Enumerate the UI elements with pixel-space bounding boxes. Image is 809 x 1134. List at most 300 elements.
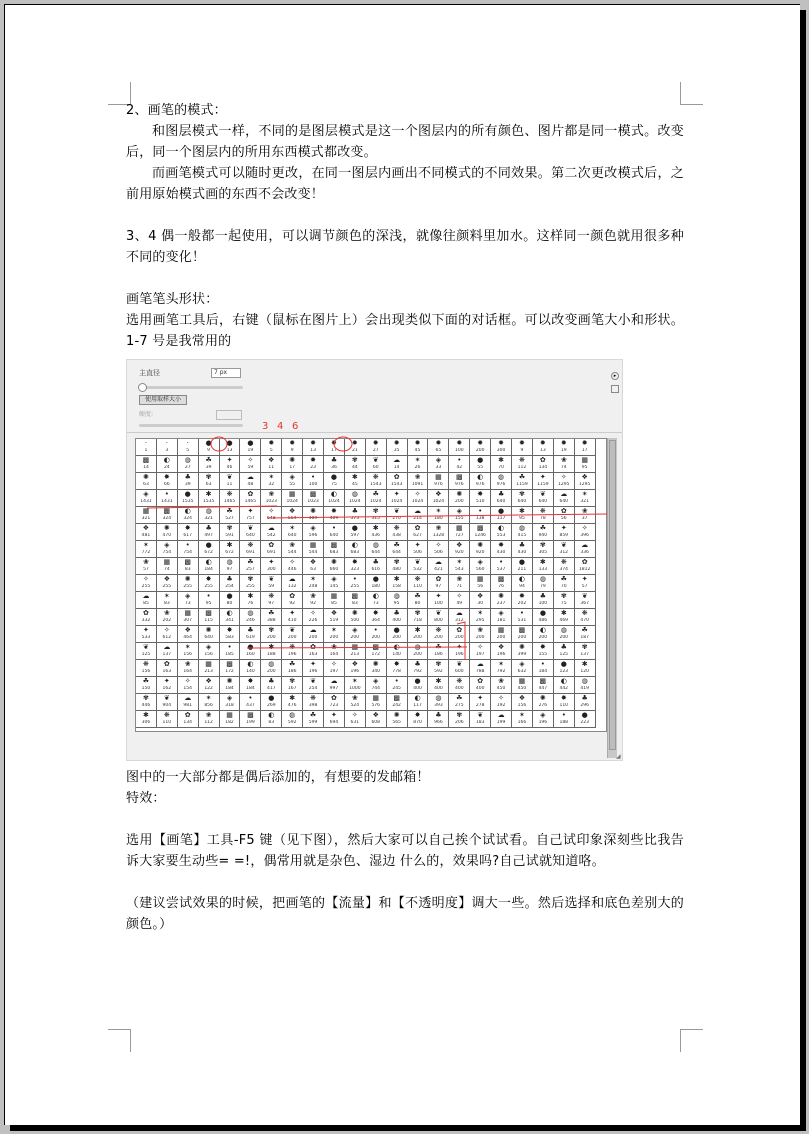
brush-preset-cell[interactable] — [199, 609, 220, 626]
brush-preset-cell[interactable] — [470, 439, 491, 456]
brush-preset-cell[interactable] — [240, 524, 261, 541]
brush-preset-cell[interactable] — [554, 677, 575, 694]
brush-preset-cell[interactable] — [282, 677, 303, 694]
brush-preset-cell[interactable] — [220, 592, 241, 609]
brush-preset-cell[interactable] — [449, 660, 470, 677]
brush-preset-cell[interactable] — [470, 609, 491, 626]
brush-preset-cell[interactable] — [575, 643, 596, 660]
brush-preset-cell[interactable] — [428, 643, 449, 660]
brush-preset-cell[interactable] — [282, 575, 303, 592]
brush-preset-cell[interactable] — [240, 626, 261, 643]
brush-preset-cell[interactable] — [345, 592, 366, 609]
brush-preset-cell[interactable] — [220, 439, 241, 456]
brush-preset-cell[interactable] — [282, 660, 303, 677]
brush-preset-cell[interactable] — [575, 575, 596, 592]
brush-preset-cell[interactable] — [470, 643, 491, 660]
brush-preset-cell[interactable] — [261, 507, 282, 524]
brush-preset-cell[interactable] — [366, 575, 387, 592]
brush-preset-cell[interactable] — [575, 626, 596, 643]
brush-preset-cell[interactable] — [157, 609, 178, 626]
brush-preset-cell[interactable] — [136, 473, 157, 490]
brush-preset-cell[interactable] — [491, 711, 512, 728]
brush-preset-cell[interactable] — [324, 541, 345, 558]
brush-preset-cell[interactable] — [408, 609, 429, 626]
brush-preset-cell[interactable] — [220, 711, 241, 728]
brush-preset-cell[interactable] — [449, 456, 470, 473]
brush-preset-cell[interactable] — [533, 490, 554, 507]
brush-preset-cell[interactable] — [554, 558, 575, 575]
brush-preset-cell[interactable] — [554, 490, 575, 507]
brush-preset-cell[interactable] — [366, 473, 387, 490]
brush-preset-cell[interactable] — [512, 524, 533, 541]
brush-preset-cell[interactable] — [324, 490, 345, 507]
brush-preset-cell[interactable] — [575, 541, 596, 558]
brush-preset-cell[interactable] — [512, 711, 533, 728]
brush-preset-cell[interactable] — [303, 490, 324, 507]
brush-preset-cell[interactable] — [178, 541, 199, 558]
scrollbar-thumb[interactable] — [609, 440, 616, 750]
brush-preset-cell[interactable] — [178, 575, 199, 592]
brush-preset-cell[interactable] — [261, 575, 282, 592]
brush-preset-cell[interactable] — [240, 643, 261, 660]
brush-preset-cell[interactable] — [324, 592, 345, 609]
brush-preset-cell[interactable] — [449, 541, 470, 558]
brush-preset-cell[interactable] — [157, 626, 178, 643]
brush-preset-cell[interactable] — [408, 439, 429, 456]
brush-preset-cell[interactable] — [240, 694, 261, 711]
brush-preset-cell[interactable] — [240, 677, 261, 694]
brush-preset-cell[interactable] — [470, 711, 491, 728]
brush-preset-cell[interactable] — [554, 473, 575, 490]
brush-preset-cell[interactable] — [345, 711, 366, 728]
brush-preset-cell[interactable] — [575, 660, 596, 677]
brush-preset-cell[interactable] — [428, 439, 449, 456]
brush-preset-cell[interactable] — [178, 558, 199, 575]
brush-preset-cell[interactable] — [157, 711, 178, 728]
brush-preset-cell[interactable] — [136, 575, 157, 592]
hardness-input[interactable] — [216, 410, 242, 420]
brush-preset-cell[interactable] — [533, 677, 554, 694]
brush-preset-cell[interactable] — [512, 507, 533, 524]
brush-preset-cell[interactable] — [491, 626, 512, 643]
brush-preset-cell[interactable] — [199, 490, 220, 507]
brush-preset-cell[interactable] — [387, 524, 408, 541]
brush-preset-cell[interactable] — [303, 694, 324, 711]
brush-preset-cell[interactable] — [575, 439, 596, 456]
brush-preset-cell[interactable] — [366, 660, 387, 677]
brush-preset-cell[interactable] — [512, 490, 533, 507]
brush-preset-cell[interactable] — [387, 473, 408, 490]
brush-preset-cell[interactable] — [491, 575, 512, 592]
resize-grip-icon[interactable]: ◢ — [616, 753, 621, 760]
brush-preset-cell[interactable] — [199, 592, 220, 609]
brush-preset-cell[interactable] — [324, 456, 345, 473]
brush-preset-cell[interactable] — [449, 439, 470, 456]
brush-preset-cell[interactable] — [575, 490, 596, 507]
brush-preset-cell[interactable] — [157, 660, 178, 677]
brush-preset-cell[interactable] — [449, 694, 470, 711]
brush-preset-cell[interactable] — [387, 456, 408, 473]
brush-preset-cell[interactable] — [470, 490, 491, 507]
brush-preset-cell[interactable] — [345, 677, 366, 694]
brush-preset-cell[interactable] — [512, 456, 533, 473]
brush-preset-cell[interactable] — [157, 490, 178, 507]
brush-preset-cell[interactable] — [282, 609, 303, 626]
brush-preset-cell[interactable] — [512, 643, 533, 660]
brush-preset-cell[interactable] — [512, 439, 533, 456]
brush-preset-cell[interactable] — [533, 592, 554, 609]
brush-preset-cell[interactable] — [199, 558, 220, 575]
brush-preset-cell[interactable] — [554, 439, 575, 456]
brush-preset-cell[interactable] — [178, 711, 199, 728]
brush-preset-cell[interactable] — [303, 473, 324, 490]
brush-preset-cell[interactable] — [157, 575, 178, 592]
brush-preset-cell[interactable] — [261, 558, 282, 575]
brush-preset-cell[interactable] — [387, 711, 408, 728]
brush-preset-cell[interactable] — [199, 694, 220, 711]
brush-preset-cell[interactable] — [157, 439, 178, 456]
brush-preset-cell[interactable] — [178, 660, 199, 677]
brush-preset-cell[interactable] — [345, 524, 366, 541]
brush-preset-cell[interactable] — [554, 524, 575, 541]
brush-preset-cell[interactable] — [366, 490, 387, 507]
brush-preset-cell[interactable] — [345, 473, 366, 490]
brush-preset-cell[interactable] — [178, 677, 199, 694]
brush-preset-cell[interactable] — [220, 626, 241, 643]
brush-preset-cell[interactable] — [575, 694, 596, 711]
brush-preset-cell[interactable] — [240, 456, 261, 473]
brush-preset-cell[interactable] — [491, 558, 512, 575]
brush-preset-cell[interactable] — [575, 711, 596, 728]
brush-preset-cell[interactable] — [136, 677, 157, 694]
brush-preset-cell[interactable] — [408, 643, 429, 660]
brush-preset-cell[interactable] — [470, 558, 491, 575]
brush-preset-cell[interactable] — [428, 660, 449, 677]
brush-preset-cell[interactable] — [240, 558, 261, 575]
brush-preset-cell[interactable] — [324, 660, 345, 677]
brush-preset-cell[interactable] — [157, 473, 178, 490]
brush-preset-cell[interactable] — [240, 473, 261, 490]
brush-preset-cell[interactable] — [220, 660, 241, 677]
brush-preset-cell[interactable] — [470, 592, 491, 609]
brush-preset-cell[interactable] — [345, 694, 366, 711]
brush-preset-cell[interactable] — [282, 694, 303, 711]
brush-preset-cell[interactable] — [387, 439, 408, 456]
brush-preset-cell[interactable] — [366, 694, 387, 711]
brush-preset-cell[interactable] — [491, 592, 512, 609]
brush-preset-cell[interactable] — [366, 541, 387, 558]
brush-preset-cell[interactable] — [366, 524, 387, 541]
brush-preset-cell[interactable] — [575, 473, 596, 490]
brush-preset-cell[interactable] — [575, 524, 596, 541]
brush-preset-cell[interactable] — [491, 524, 512, 541]
brush-preset-cell[interactable] — [428, 626, 449, 643]
brush-preset-cell[interactable] — [449, 524, 470, 541]
brush-preset-cell[interactable] — [533, 473, 554, 490]
brush-preset-cell[interactable] — [303, 711, 324, 728]
brush-preset-cell[interactable] — [554, 694, 575, 711]
brush-preset-cell[interactable] — [178, 490, 199, 507]
brush-preset-cell[interactable] — [178, 524, 199, 541]
brush-preset-cell[interactable] — [261, 660, 282, 677]
brush-preset-cell[interactable] — [554, 711, 575, 728]
brush-preset-cell[interactable] — [136, 507, 157, 524]
brush-preset-cell[interactable] — [324, 473, 345, 490]
brush-preset-cell[interactable] — [324, 626, 345, 643]
brush-preset-cell[interactable] — [199, 456, 220, 473]
brush-preset-cell[interactable] — [303, 541, 324, 558]
brush-preset-cell[interactable] — [220, 694, 241, 711]
brush-preset-cell[interactable] — [220, 507, 241, 524]
brush-preset-cell[interactable] — [282, 456, 303, 473]
brush-preset-cell[interactable] — [199, 626, 220, 643]
brush-preset-cell[interactable] — [282, 439, 303, 456]
brush-preset-cell[interactable] — [199, 439, 220, 456]
brush-preset-cell[interactable] — [282, 541, 303, 558]
brush-preset-cell[interactable] — [449, 592, 470, 609]
brush-preset-cell[interactable] — [575, 507, 596, 524]
brush-preset-cell[interactable] — [220, 473, 241, 490]
brush-preset-cell[interactable] — [554, 592, 575, 609]
brush-preset-cell[interactable] — [199, 677, 220, 694]
brush-preset-cell[interactable] — [387, 541, 408, 558]
brush-preset-cell[interactable] — [303, 660, 324, 677]
brush-preset-cell[interactable] — [303, 677, 324, 694]
brush-preset-cell[interactable] — [428, 711, 449, 728]
brush-preset-cell[interactable] — [408, 660, 429, 677]
brush-preset-cell[interactable] — [199, 541, 220, 558]
brush-preset-cell[interactable] — [324, 677, 345, 694]
brush-preset-cell[interactable] — [220, 677, 241, 694]
brush-preset-cell[interactable] — [136, 694, 157, 711]
brush-preset-cell[interactable] — [136, 660, 157, 677]
flyout-menu-icon[interactable]: ▸ — [611, 372, 619, 380]
brush-preset-cell[interactable] — [470, 575, 491, 592]
brush-preset-cell[interactable] — [533, 558, 554, 575]
brush-preset-cell[interactable] — [533, 575, 554, 592]
brush-preset-cell[interactable] — [178, 507, 199, 524]
brush-preset-cell[interactable] — [428, 507, 449, 524]
brush-preset-cell[interactable] — [345, 660, 366, 677]
brush-preset-cell[interactable] — [428, 609, 449, 626]
brush-preset-cell[interactable] — [428, 473, 449, 490]
brush-preset-cell[interactable] — [240, 609, 261, 626]
brush-preset-cell[interactable] — [345, 609, 366, 626]
brush-preset-cell[interactable] — [387, 694, 408, 711]
brush-preset-cell[interactable] — [136, 541, 157, 558]
brush-preset-cell[interactable] — [512, 575, 533, 592]
brush-preset-cell[interactable] — [575, 609, 596, 626]
brush-preset-cell[interactable] — [136, 609, 157, 626]
brush-preset-cell[interactable] — [220, 558, 241, 575]
brush-preset-cell[interactable] — [491, 439, 512, 456]
brush-preset-cell[interactable] — [491, 609, 512, 626]
diameter-slider-knob[interactable] — [138, 383, 147, 392]
brush-preset-cell[interactable] — [533, 643, 554, 660]
brush-preset-cell[interactable] — [575, 558, 596, 575]
brush-preset-cell[interactable] — [491, 677, 512, 694]
brush-preset-cell[interactable] — [240, 541, 261, 558]
brush-preset-cell[interactable] — [136, 524, 157, 541]
brush-preset-cell[interactable] — [303, 456, 324, 473]
brush-preset-cell[interactable] — [449, 626, 470, 643]
brush-preset-cell[interactable] — [324, 524, 345, 541]
brush-preset-cell[interactable] — [240, 575, 261, 592]
brush-preset-cell[interactable] — [282, 473, 303, 490]
brush-preset-cell[interactable] — [345, 626, 366, 643]
brush-preset-cell[interactable] — [136, 711, 157, 728]
brush-preset-cell[interactable] — [199, 660, 220, 677]
brush-preset-cell[interactable] — [408, 541, 429, 558]
brush-preset-cell[interactable] — [178, 456, 199, 473]
brush-preset-cell[interactable] — [387, 660, 408, 677]
brush-preset-cell[interactable] — [408, 524, 429, 541]
brush-preset-cell[interactable] — [240, 711, 261, 728]
brush-preset-cell[interactable] — [470, 473, 491, 490]
brush-preset-cell[interactable] — [136, 558, 157, 575]
brush-preset-cell[interactable] — [554, 541, 575, 558]
brush-preset-cell[interactable] — [366, 507, 387, 524]
brush-preset-cell[interactable] — [324, 643, 345, 660]
brush-preset-cell[interactable] — [324, 507, 345, 524]
brush-preset-cell[interactable] — [387, 626, 408, 643]
brush-preset-cell[interactable] — [533, 660, 554, 677]
brush-preset-cell[interactable] — [491, 456, 512, 473]
brush-preset-cell[interactable] — [366, 626, 387, 643]
brush-preset-cell[interactable] — [303, 609, 324, 626]
brush-preset-cell[interactable] — [491, 660, 512, 677]
brush-preset-cell[interactable] — [261, 677, 282, 694]
brush-preset-cell[interactable] — [220, 524, 241, 541]
brush-preset-cell[interactable] — [136, 456, 157, 473]
brush-preset-cell[interactable] — [178, 609, 199, 626]
brush-preset-cell[interactable] — [157, 592, 178, 609]
brush-preset-cell[interactable] — [533, 439, 554, 456]
brush-preset-cell[interactable] — [449, 473, 470, 490]
brush-preset-cell[interactable] — [157, 507, 178, 524]
brush-preset-cell[interactable] — [220, 609, 241, 626]
brush-preset-cell[interactable] — [282, 558, 303, 575]
brush-preset-cell[interactable] — [324, 558, 345, 575]
brush-preset-cell[interactable] — [303, 558, 324, 575]
brush-preset-cell[interactable] — [554, 609, 575, 626]
brush-preset-cell[interactable] — [324, 694, 345, 711]
brush-preset-cell[interactable] — [220, 456, 241, 473]
brush-preset-cell[interactable] — [470, 694, 491, 711]
brush-preset-cell[interactable] — [303, 643, 324, 660]
brush-preset-cell[interactable] — [387, 609, 408, 626]
brush-preset-cell[interactable] — [366, 456, 387, 473]
brush-preset-cell[interactable] — [282, 711, 303, 728]
brush-preset-cell[interactable] — [533, 694, 554, 711]
diameter-slider[interactable] — [139, 386, 243, 389]
brush-preset-cell[interactable] — [199, 575, 220, 592]
brush-preset-cell[interactable] — [366, 677, 387, 694]
brush-preset-cell[interactable] — [240, 490, 261, 507]
brush-preset-cell[interactable] — [491, 473, 512, 490]
brush-preset-cell[interactable] — [575, 592, 596, 609]
brush-preset-cell[interactable] — [428, 575, 449, 592]
brush-preset-cell[interactable] — [282, 507, 303, 524]
brush-preset-cell[interactable] — [199, 643, 220, 660]
brush-preset-cell[interactable] — [303, 507, 324, 524]
brush-preset-cell[interactable] — [470, 524, 491, 541]
brush-preset-cell[interactable] — [470, 660, 491, 677]
brush-preset-cell[interactable] — [178, 626, 199, 643]
brush-preset-cell[interactable] — [261, 524, 282, 541]
brush-preset-cell[interactable] — [303, 524, 324, 541]
brush-preset-cell[interactable] — [261, 609, 282, 626]
brush-preset-cell[interactable] — [428, 592, 449, 609]
brush-preset-cell[interactable] — [387, 490, 408, 507]
brush-preset-cell[interactable] — [387, 592, 408, 609]
brush-preset-cell[interactable] — [449, 677, 470, 694]
brush-preset-cell[interactable] — [261, 694, 282, 711]
brush-preset-cell[interactable] — [282, 643, 303, 660]
brush-preset-cell[interactable] — [470, 626, 491, 643]
brush-preset-cell[interactable] — [366, 558, 387, 575]
brush-preset-cell[interactable] — [491, 541, 512, 558]
brush-preset-cell[interactable] — [261, 456, 282, 473]
brush-preset-cell[interactable] — [428, 558, 449, 575]
brush-preset-cell[interactable] — [282, 592, 303, 609]
brush-preset-cell[interactable] — [366, 592, 387, 609]
diameter-input[interactable]: 7 px — [211, 368, 241, 378]
brush-preset-cell[interactable] — [512, 592, 533, 609]
brush-preset-cell[interactable] — [470, 456, 491, 473]
brush-preset-cell[interactable] — [533, 507, 554, 524]
brush-preset-cell[interactable] — [491, 507, 512, 524]
brush-preset-cell[interactable] — [345, 575, 366, 592]
brush-preset-cell[interactable] — [408, 711, 429, 728]
brush-preset-cell[interactable] — [449, 558, 470, 575]
brush-preset-cell[interactable] — [261, 711, 282, 728]
brush-preset-cell[interactable] — [512, 473, 533, 490]
brush-preset-cell[interactable] — [136, 626, 157, 643]
brush-preset-cell[interactable] — [449, 507, 470, 524]
brush-preset-cell[interactable] — [575, 456, 596, 473]
brush-preset-cell[interactable] — [178, 592, 199, 609]
brush-preset-cell[interactable] — [324, 439, 345, 456]
brush-preset-cell[interactable] — [220, 575, 241, 592]
brush-preset-cell[interactable] — [136, 490, 157, 507]
brush-preset-cell[interactable] — [136, 592, 157, 609]
brush-preset-cell[interactable] — [240, 592, 261, 609]
brush-preset-cell[interactable] — [345, 439, 366, 456]
brush-preset-cell[interactable] — [533, 541, 554, 558]
brush-preset-cell[interactable] — [324, 609, 345, 626]
brush-preset-cell[interactable] — [282, 626, 303, 643]
brush-preset-cell[interactable] — [408, 558, 429, 575]
brush-preset-cell[interactable] — [303, 575, 324, 592]
brush-preset-cell[interactable] — [428, 677, 449, 694]
brush-preset-cell[interactable] — [345, 643, 366, 660]
brush-preset-cell[interactable] — [157, 558, 178, 575]
brush-preset-cell[interactable] — [449, 711, 470, 728]
brush-preset-cell[interactable] — [157, 643, 178, 660]
brush-preset-cell[interactable] — [220, 490, 241, 507]
hardness-slider[interactable] — [139, 424, 243, 427]
brush-preset-cell[interactable] — [533, 711, 554, 728]
brush-preset-cell[interactable] — [408, 694, 429, 711]
brush-preset-cell[interactable] — [261, 439, 282, 456]
brush-preset-cell[interactable] — [387, 677, 408, 694]
brush-preset-cell[interactable] — [199, 711, 220, 728]
brush-preset-cell[interactable] — [408, 626, 429, 643]
brush-preset-cell[interactable] — [512, 558, 533, 575]
brush-preset-cell[interactable] — [345, 456, 366, 473]
brush-preset-cell[interactable] — [428, 541, 449, 558]
